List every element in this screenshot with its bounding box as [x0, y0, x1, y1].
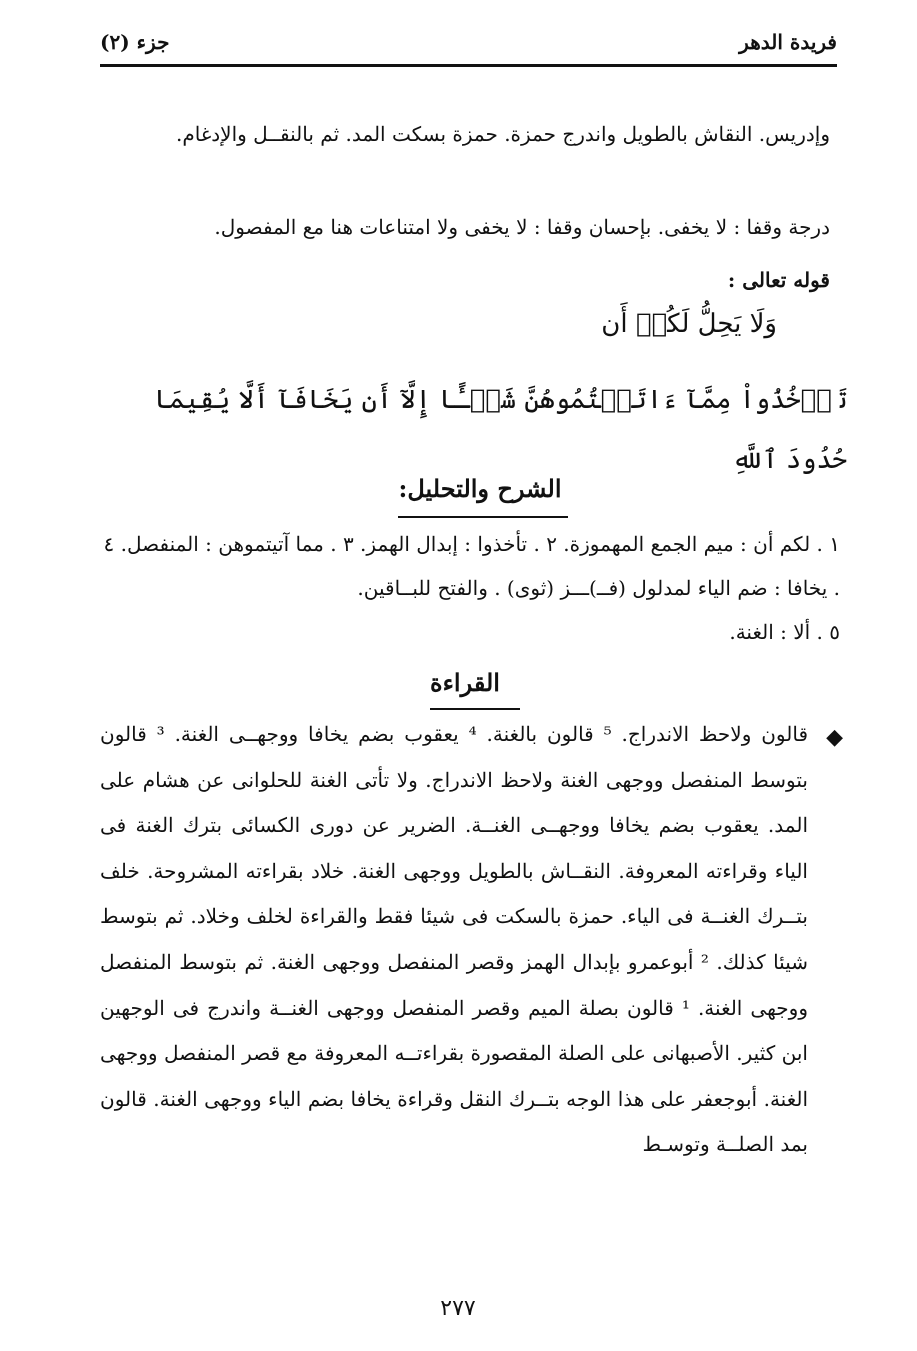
part-label: جزء (٢)	[100, 30, 170, 54]
analysis-list	[100, 522, 840, 654]
verse-intro: قوله تعالى :	[727, 268, 830, 292]
diamond-bullet-icon: ◆	[826, 725, 843, 750]
book-title: فريدة الدهر	[739, 30, 837, 54]
reading-heading-underline	[430, 708, 520, 710]
intro-paragraph: وإدريس. النقاش بالطويل واندرج حمزة. حمزة بسكت المد. ثم بالنقــل والإدغام.	[175, 122, 830, 146]
verse-line-1: وَلَا يَحِلُّ لَكُمۡ أَن	[601, 309, 777, 339]
verse-line-2: تَأۡخُذُواْ مِمَّآ ءَاتَيۡتُمُوهُنَّ شَيۡـًٔا إِلَّآ أَن يَخَافَآ أَلَّا يُقِيمَا حُدُودَ ٱللَّهِ	[154, 385, 847, 475]
analysis-item-1-4: ١ . لكم أن : ميم الجمع المهموزة. ٢ . تأخذوا : إبدال الهمز. ٣ . مما آتيتموهن : المنفصل. ٤ . يخافا : ضم الياء لمدلول (فــ)ـــز (ثوى) . والفتح للبــاقين.	[103, 532, 840, 600]
running-header	[100, 22, 837, 62]
analysis-item-5: ٥ . ألا : الغنة.	[729, 620, 840, 644]
header-divider	[100, 64, 837, 67]
page-number: ٢٧٧	[440, 1296, 476, 1321]
analysis-heading-underline	[398, 516, 568, 518]
intro-waqf-line: درجة وقفا : لا يخفى. بإحسان وقفا : لا يخفى ولا امتناعات هنا مع المفصول.	[214, 215, 830, 239]
analysis-heading: الشرح والتحليل:	[398, 474, 562, 503]
reading-paragraph: قالون ولاحظ الاندراج. ⁵ قالون بالغنة. ⁴ يعقوب بضم يخافا ووجهــى الغنة. ³ قالون بتوسط المنفصل ووجهى الغنة ولاحظ الاندراج. ولا تأتى الغنة للحلوانى عن هشام على المد. يعقوب بضم يخافا ووجهــى الغنــة. الضرير عن دورى الكسائى بترك الغنة فى الياء وقراءته المعروفة. النقــاش بالطويل ووجهى الغنة. خلاد بقراءته المشروحة. خلف بتــرك الغنــة فى الياء. حمزة بالسكت فى شيئا فقط والقراءة لخلف وخلاد. ثم بتوسط شيئا كذلك. ² أبوعمرو بإبدال الهمز وقصر المنفصل ووجهى الغنة. ثم بتوسط المنفصل ووجهى الغنة. ¹ قالون بصلة الميم وقصر المنفصل ووجهى الغنــة واندرج فى الوجهين ابن كثير. الأصبهانى على الصلة المقصورة بقراءتــه المعروفة مع قصر المنفصل ووجهى الغنة. أبوجعفر على هذا الوجه بتــرك النقل وقراءة يخافا بضم الياء ووجهى الغنة. قالون بمد الصلــة وتوسـط	[100, 722, 809, 1157]
reading-heading: القراءة	[430, 668, 500, 697]
